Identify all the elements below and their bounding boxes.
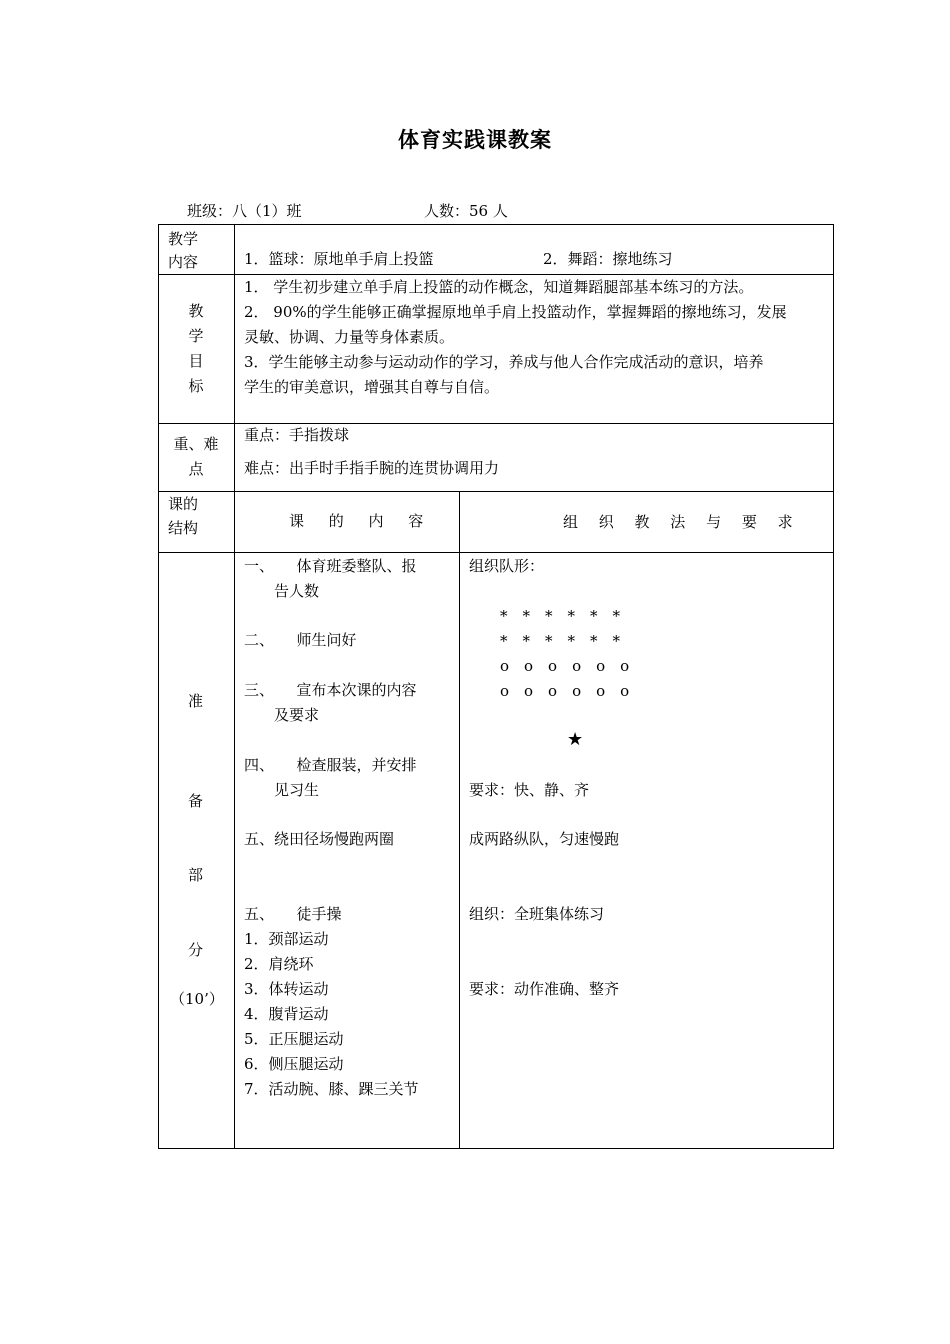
key-points-label (158, 432, 234, 482)
exercise-item: 1．颈部运动 (244, 930, 329, 948)
structure-label-line-1: 课的 (168, 495, 199, 513)
goals-label (158, 299, 234, 399)
method-line: 组织：全班集体练习 (469, 905, 605, 923)
exercise-item: 2．肩绕环 (244, 955, 314, 973)
goal-line: 灵敏、协调、力量等身体素质。 (244, 328, 455, 346)
table-border-bottom (158, 1148, 834, 1149)
content-line: 见习生 (244, 781, 320, 799)
row-divider (158, 491, 834, 492)
goal-line: 学生的审美意识，增强其自尊与自信。 (244, 378, 500, 396)
exercise-item: 5．正压腿运动 (244, 1030, 344, 1048)
method-line: 要求：快、静、齐 (469, 781, 590, 799)
exercise-item: 6．侧压腿运动 (244, 1055, 344, 1073)
content-label-line-2: 内容 (168, 253, 199, 271)
exercise-item: 4．腹背运动 (244, 1005, 329, 1023)
people-count: 人数：56 人 (424, 202, 508, 220)
content-line: 二、 师生问好 (244, 631, 357, 649)
formation-row-students: o o o o o o (500, 657, 630, 675)
content-item-dance: 2．舞蹈：擦地练习 (543, 250, 673, 268)
key-point: 重点：手指拨球 (244, 426, 350, 444)
structure-label-line-2: 结构 (168, 519, 199, 537)
section-label-char: 准 (188, 692, 204, 710)
exercise-item: 3．体转运动 (244, 980, 329, 998)
content-line: 三、 宣布本次课的内容 (244, 681, 417, 699)
content-line: 一、 体育班委整队、报 (244, 557, 417, 575)
goals-label-char: 教 (188, 302, 204, 320)
goal-line: 1． 学生初步建立单手肩上投篮的动作概念，知道舞蹈腿部基本练习的方法。 (244, 278, 754, 296)
difficult-point: 难点：出手时手指手腕的连贯协调用力 (244, 459, 500, 477)
content-line: 及要求 (244, 706, 320, 724)
section-label-char: 分 (188, 941, 204, 959)
formation-row-students: * * * * * * (500, 607, 621, 625)
section-time: （10’） (170, 990, 224, 1008)
content-line: 五、 徒手操 (244, 905, 342, 923)
goals-label-char: 目 (188, 352, 204, 370)
class-info: 班级：八（1）班 (187, 202, 302, 220)
goals-label-char: 学 (188, 327, 204, 345)
content-line: 四、 检查服装，并安排 (244, 756, 417, 774)
formation-row-students: o o o o o o (500, 682, 630, 700)
formation-label: 组织队形： (469, 557, 545, 575)
key-points-label-line: 点 (188, 460, 204, 478)
content-label-line-1: 教学 (168, 230, 199, 248)
key-points-label-line: 重、难 (173, 435, 219, 453)
table-border-right (833, 224, 834, 1149)
goal-line: 2． 90%的学生能够正确掌握原地单手肩上投篮动作，掌握舞蹈的擦地练习，发展 (244, 303, 787, 321)
content-line: 五、绕田径场慢跑两圈 (244, 830, 395, 848)
row-divider (158, 552, 834, 553)
formation-row-students: * * * * * * (500, 632, 621, 650)
method-line: 要求：动作准确、整齐 (469, 980, 620, 998)
section-label-char: 部 (188, 866, 204, 884)
document-title: 体育实践课教案 (398, 127, 552, 152)
content-item-basketball: 1．篮球：原地单手肩上投篮 (244, 250, 434, 268)
goal-line: 3．学生能够主动参与运动动作的学习，养成与他人合作完成活动的意识，培养 (244, 353, 764, 371)
method-line: 成两路纵队，匀速慢跑 (469, 830, 620, 848)
method-column-header: 组 织 教 法 与 要 求 (563, 513, 801, 531)
table-border-top (158, 224, 834, 225)
column-divider (459, 491, 460, 1149)
teacher-star-icon: ★ (567, 729, 584, 750)
section-label-char: 备 (188, 792, 204, 810)
content-column-header: 课 的 内 容 (289, 512, 434, 530)
column-divider (234, 224, 235, 1149)
goals-label-char: 标 (188, 377, 204, 395)
exercise-item: 7．活动腕、膝、踝三关节 (244, 1080, 419, 1098)
content-line: 告人数 (244, 582, 320, 600)
